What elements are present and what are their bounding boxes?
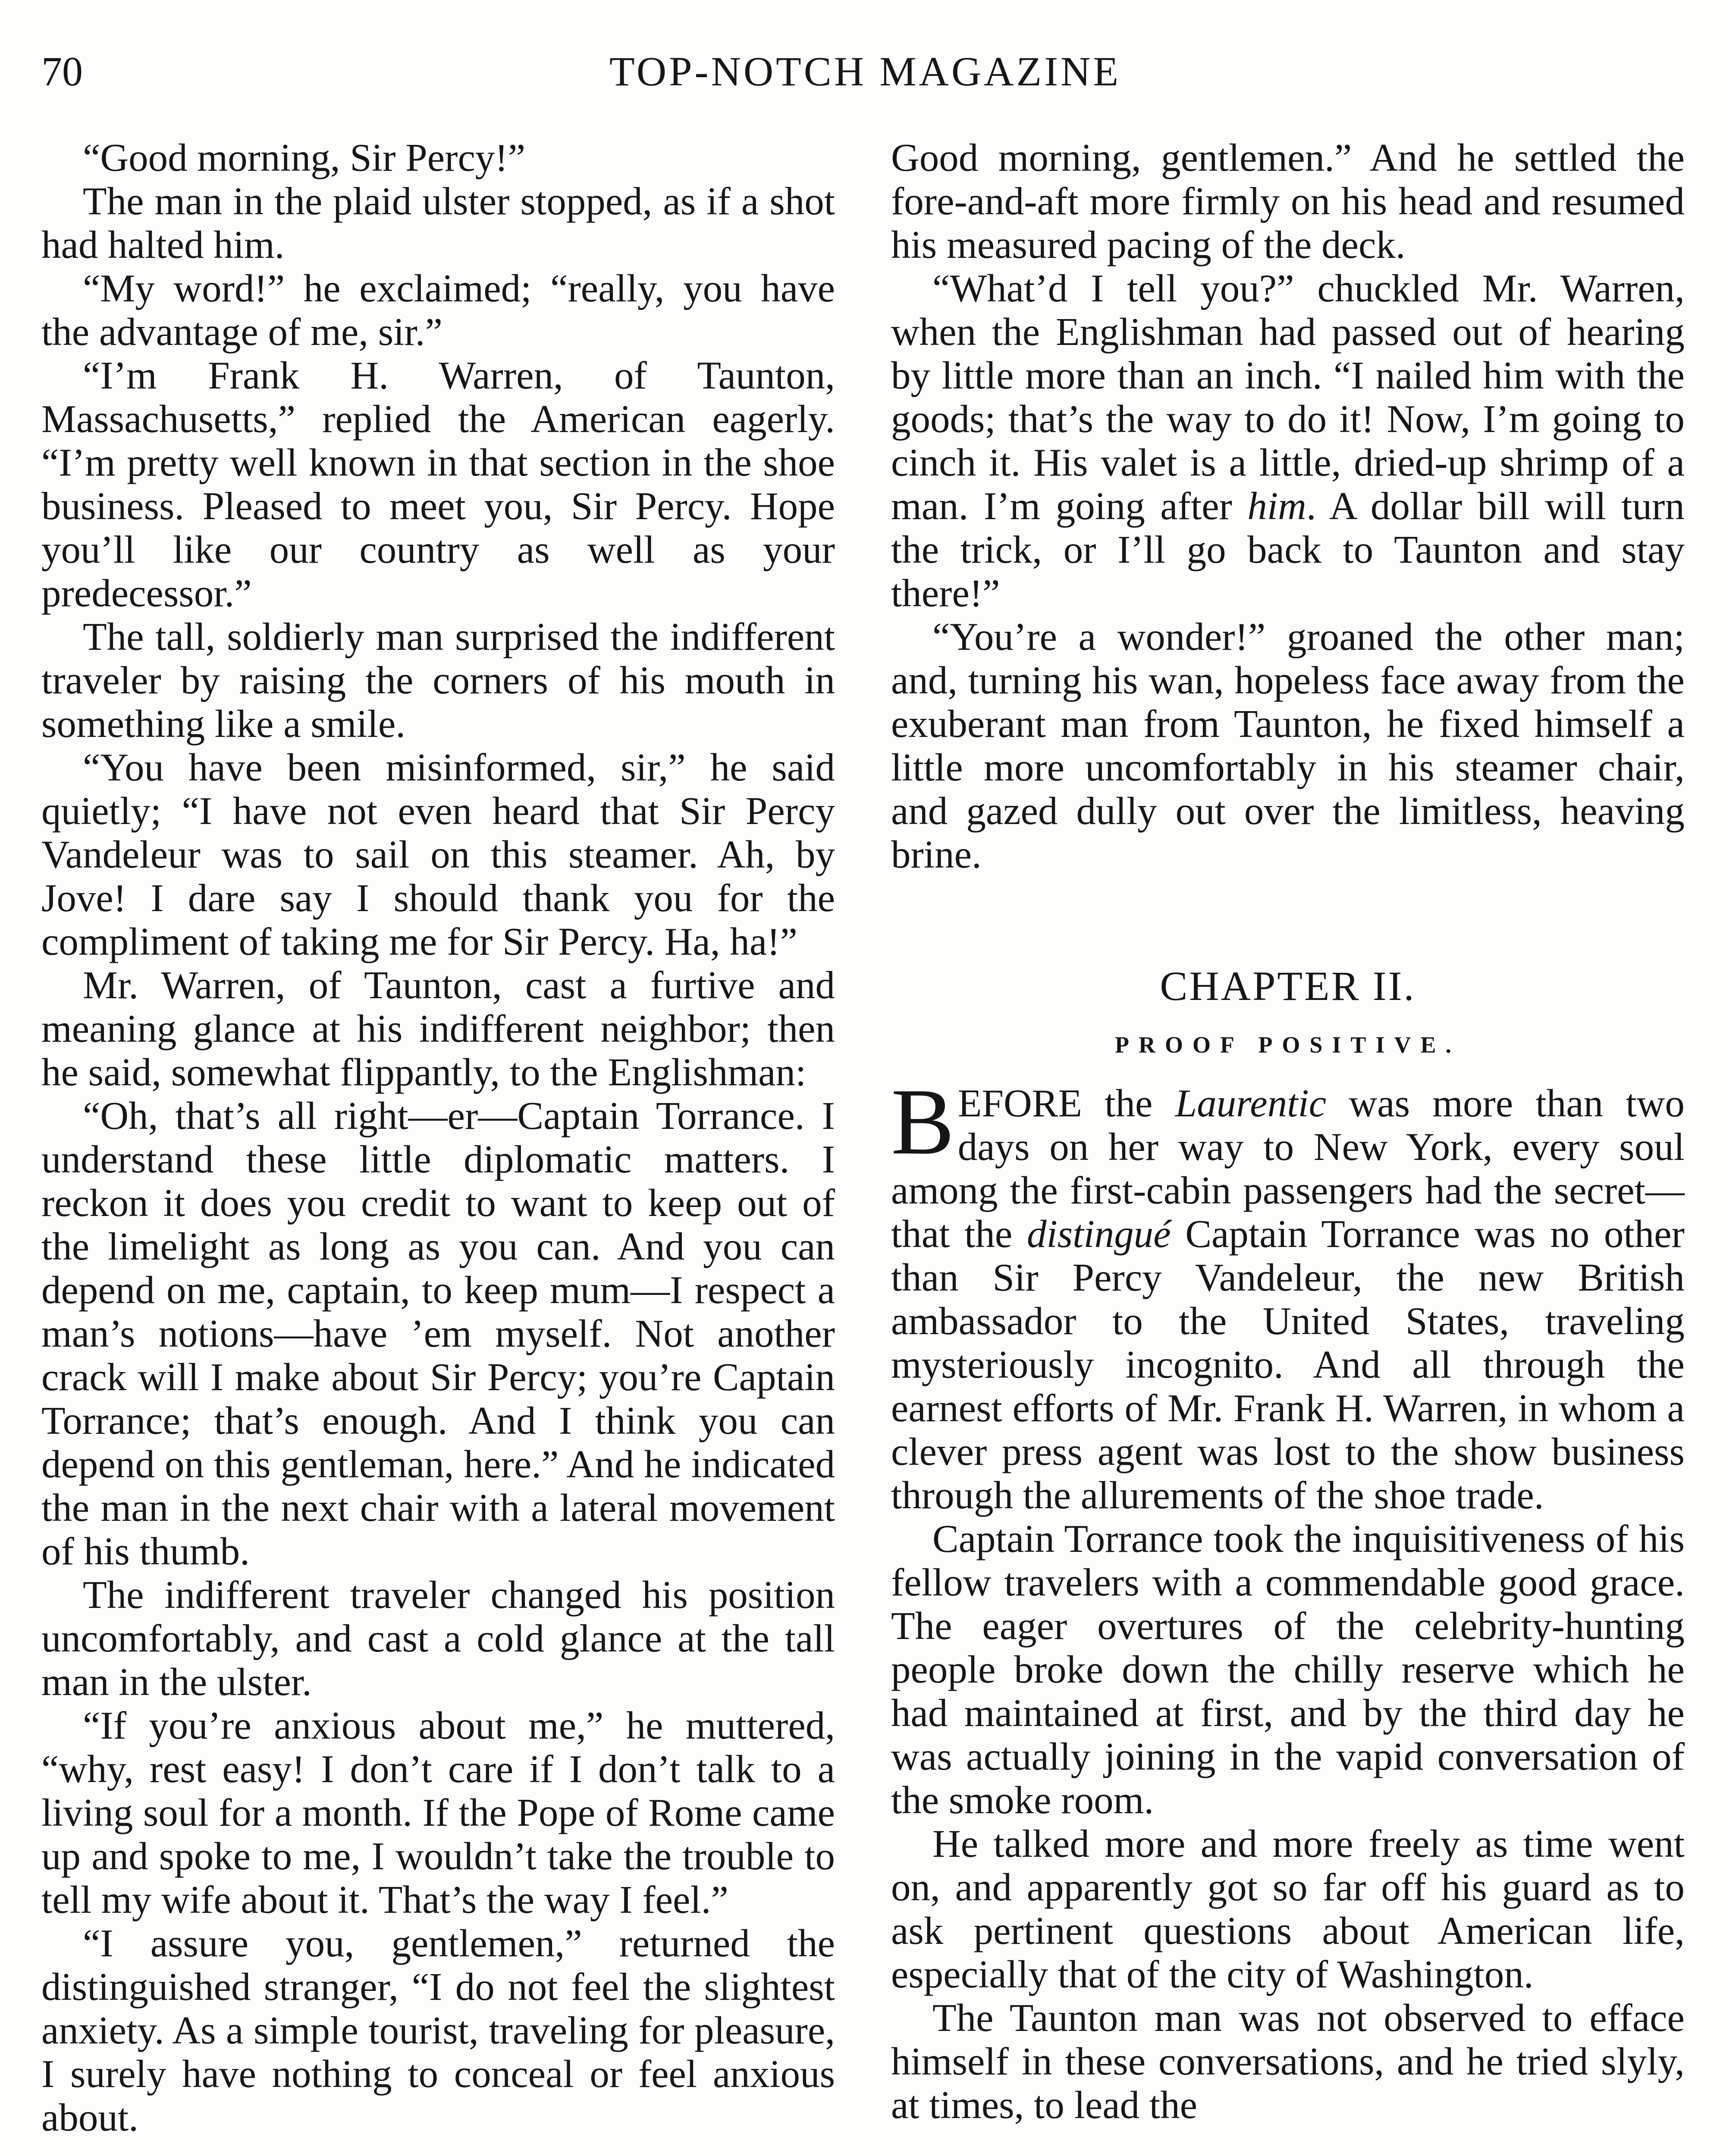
paragraph: “You have been misinformed, sir,” he said quietly; “I have not even heard that Sir Percy Vandeleur was to sail on this steamer. Ah, by Jove! I dare say I should thank you for the compliment of taking me for Sir Percy. Ha, ha!” [41,746,835,963]
page-number: 70 [41,48,83,94]
running-title: TOP-NOTCH MAGAZINE [609,48,1121,94]
paragraph-text: EFORE the [957,1081,1175,1125]
paragraph: “I assure you, gentlemen,” returned the distinguished stranger, “I do not feel the slightest anxiety. As a simple tourist, traveling for pleasure, I surely have nothing to conceal or feel anxious about. [41,1921,835,2139]
page-header [41,47,1689,108]
paragraph: “I’m Frank H. Warren, of Taunton, Massachusetts,” replied the American eagerly. “I’m pretty well known in that section in the shoe business. Pleased to meet you, Sir Percy. Hope you’ll like our country as well as your predecessor.” [41,354,835,615]
paragraph: Captain Torrance took the inquisitiveness of his fellow travelers with a commendable good grace. The eager overtures of the celebrity-hunting people broke down the chilly reserve which he had maintained at first, and by the third day he was actually joining in the vapid conversation of the smoke room. [891,1517,1685,1822]
paragraph-text: “What’d I tell you?” chuckled Mr. Warren, when the Englishman had passed out of hearing by little more than an inch. “I nailed him with the goods; that’s the way to do it! Now, I’m going to cinch it. His valet is a little, dried-up shrimp of a man. I’m going after [891,266,1685,528]
paragraph: Mr. Warren, of Taunton, cast a furtive and meaning glance at his indifferent neighbor; then he said, somewhat flippantly, to the Englishman: [41,963,835,1094]
paragraph: “My word!” he exclaimed; “really, you have the advantage of me, sir.” [41,266,835,354]
right-column [891,136,1685,2127]
paragraph-continued: Good morning, gentlemen.” And he settled the fore-and-aft more firmly on his head and resumed his measured pacing of the deck. [891,136,1685,266]
paragraph: The man in the plaid ulster stopped, as if a shot had halted him. [41,179,835,266]
left-column [41,136,835,2139]
paragraph: The Taunton man was not observed to efface himself in these conversations, and he tried slyly, at times, to lead the [891,1996,1685,2127]
emphasis-text: Laurentic [1175,1081,1327,1125]
paragraph [891,1069,1685,1517]
paragraph: The indifferent traveler changed his position uncomfortably, and cast a cold glance at the tall man in the ulster. [41,1573,835,1704]
paragraph-text: Captain Torrance was no other than Sir Percy Vandeleur, the new British ambassador to the United States, traveling mysteriously incognito. And all through the earnest efforts of Mr. Frank H. Warren, in whom a clever press agent was lost to the show business through the allurements of the shoe trade. [891,1212,1685,1517]
paragraph: “If you’re anxious about me,” he muttered, “why, rest easy! I don’t care if I don’t talk to a living soul for a month. If the Pope of Rome came up and spoke to me, I wouldn’t take the trouble to tell my wife about it. That’s the way I feel.” [41,1704,835,1921]
chapter-subtitle: PROOF POSITIVE. [1114,1032,1461,1058]
paragraph: He talked more and more freely as time went on, and apparently got so far off his guard as to ask pertinent questions about American life, especially that of the city of Washington. [891,1822,1685,1996]
paragraph: “Oh, that’s all right—er—Captain Torrance. I understand these little diplomatic matters. I reckon it does you credit to want to keep out of the limelight as long as you can. And you can depend on me, captain, to keep mum—I respect a man’s notions—have ’em myself. Not another crack will I make about Sir Percy; you’re Captain Torrance; that’s enough. And I think you can depend on this gentleman, here.” And he indicated the man in the next chair with a lateral movement of his thumb. [41,1094,835,1573]
paragraph: “Good morning, Sir Percy!” [83,136,526,179]
chapter-heading [891,958,1685,1064]
chapter-body [891,1069,1685,2127]
emphasis-text: distingué [1027,1212,1171,1256]
drop-cap: B [891,1069,954,1174]
paragraph: “You’re a wonder!” groaned the other man; and, turning his wan, hopeless face away from the exuberant man from Taunton, he fixed himself a little more uncomfortably in his steamer chair, and gazed dully out over the limitless, heaving brine. [891,615,1685,876]
paragraph [891,266,1685,615]
paragraph: The tall, soldierly man surprised the indifferent traveler by raising the corners of his mouth in something like a smile. [41,615,835,746]
paragraph-text: . A dollar bill will turn the trick, or I’ll go back to Taunton and stay there!” [891,484,1685,615]
paragraph-text: was more than two days on her way to New York, every soul among the first-cabin passengers had the secret—that the [891,1081,1685,1256]
chapter-title: CHAPTER II. [1160,963,1416,1009]
emphasis-text: him [1247,484,1306,528]
